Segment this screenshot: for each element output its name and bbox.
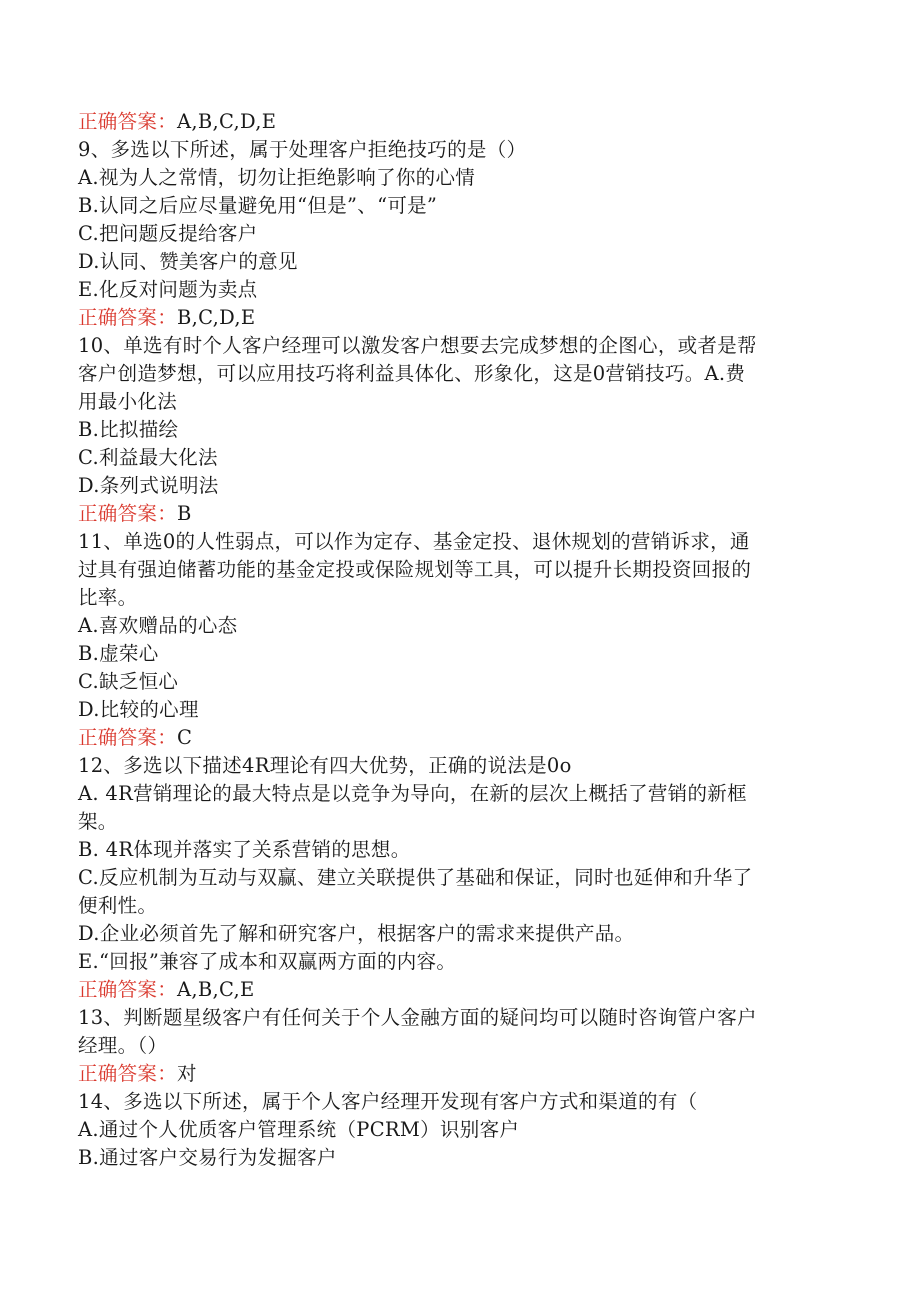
option-line: B.比拟描绘 [78,418,179,441]
answer-option [78,668,818,696]
option-line: B.虚荣心 [78,642,159,665]
answer-option [78,192,818,220]
option-line: E.“回报”兼容了成本和双赢两方面的内容。 [78,950,457,973]
answer-option [78,276,818,304]
answer-text [78,304,818,332]
option-line: D.企业必须首先了解和研究客户，根据客户的需求来提供产品。 [78,922,635,945]
answer-label: 正确答案： [78,306,178,329]
answer-option [78,164,818,192]
answer-line [78,1060,818,1088]
question-line: 10、单选有时个人客户经理可以激发客户想要去完成梦想的企图心，或者是帮 [78,334,757,357]
question-line: 过具有强迫储蓄功能的基金定投或保险规划等工具，可以提升长期投资回报的 [78,558,752,581]
question-line: 客户创造梦想，可以应用技巧将利益具体化、形象化，这是0营销技巧。A.费 [78,362,746,385]
question-line: 12、多选以下描述4R理论有四大优势，正确的说法是0o [78,754,572,777]
answer-value: B [177,502,192,525]
answer-option [78,640,818,668]
option-line: A.喜欢赠品的心态 [78,614,238,637]
answer-option [78,220,818,248]
answer-text [78,976,818,1004]
answer-option [78,1116,818,1144]
option-line: C.把问题反提给客户 [78,222,258,245]
answer-label: 正确答案： [78,110,178,133]
answer-value: B,C,D,E [177,306,256,329]
question-line: 用最小化法 [78,390,178,413]
option-line: C.缺乏恒心 [78,670,179,693]
answer-line [78,108,818,136]
answer-option [78,920,818,948]
option-line: A. 4R营销理论的最大特点是以竞争为导向，在新的层次上概括了营销的新框 [78,782,747,805]
question-line: 11、单选0的人性弱点，可以作为定存、基金定投、退休规划的营销诉求，通 [78,530,750,553]
answer-option [78,248,818,276]
answer-line [78,724,818,752]
question-line: 14、多选以下所述，属于个人客户经理开发现有客户方式和渠道的有（ [78,1090,698,1113]
option-line: 架。 [78,810,118,833]
answer-text [78,724,818,752]
answer-label: 正确答案： [78,726,178,749]
option-line: B.通过客户交易行为发掘客户 [78,1146,337,1169]
answer-option [78,780,818,836]
option-line: B.认同之后应尽量避免用“但是”、“可是” [78,194,438,217]
answer-line [78,304,818,332]
question-line: 9、多选以下所述，属于处理客户拒绝技巧的是（） [78,138,527,161]
question-line: 经理。（） [78,1034,168,1057]
option-line: A.通过个人优质客户管理系统（PCRM）识别客户 [78,1118,520,1141]
answer-option [78,416,818,444]
answer-option [78,864,818,920]
option-line: D.条列式说明法 [78,474,219,497]
answer-line [78,500,818,528]
question-stem [78,1088,818,1116]
option-line: B. 4R体现并落实了关系营销的思想。 [78,838,411,861]
answer-option [78,1144,818,1172]
answer-text [78,108,818,136]
question-stem [78,1004,818,1060]
answer-option [78,948,818,976]
option-line: C.利益最大化法 [78,446,218,469]
answer-option [78,836,818,864]
question-line: 比率。 [78,586,138,609]
answer-value: A,B,C,E [177,978,255,1001]
answer-label: 正确答案： [78,502,178,525]
answer-text [78,1060,818,1088]
answer-option [78,696,818,724]
answer-option [78,444,818,472]
question-stem [78,136,818,164]
question-stem [78,528,818,612]
answer-label: 正确答案： [78,1062,178,1085]
option-line: D.认同、赞美客户的意见 [78,250,298,273]
option-line: D.比较的心理 [78,698,199,721]
document-page [78,108,818,1172]
answer-line [78,976,818,1004]
option-line: C.反应机制为互动与双赢、建立关联提供了基础和保证，同时也延伸和升华了 [78,866,753,889]
answer-value: A,B,C,D,E [177,110,277,133]
option-line: A.视为人之常情，切勿让拒绝影响了你的心情 [78,166,476,189]
option-line: E.化反对问题为卖点 [78,278,258,301]
answer-value: C [177,726,193,749]
question-stem [78,332,818,416]
answer-value: 对 [177,1062,197,1085]
answer-option [78,612,818,640]
answer-text [78,500,818,528]
question-stem [78,752,818,780]
answer-option [78,472,818,500]
question-line: 13、判断题星级客户有任何关于个人金融方面的疑问均可以随时咨询管户客户 [78,1006,757,1029]
answer-label: 正确答案： [78,978,178,1001]
option-line: 便利性。 [78,894,158,917]
